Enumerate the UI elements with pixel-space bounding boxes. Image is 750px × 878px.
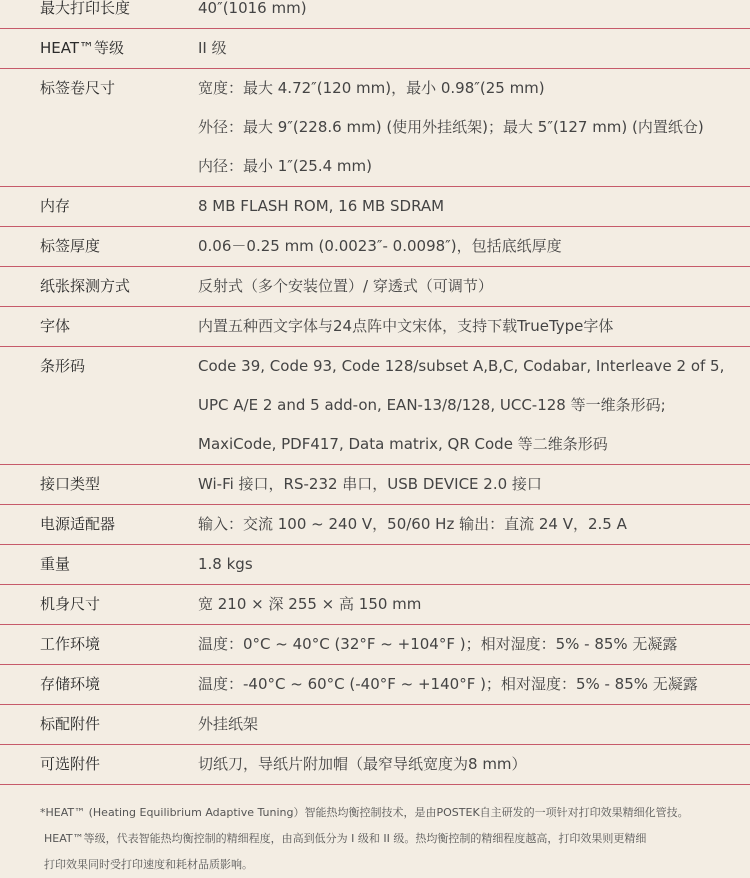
spec-value: 外挂纸架 xyxy=(198,715,259,733)
spec-label: 最大打印长度 xyxy=(40,0,131,17)
spec-value: 切纸刀，导纸片附加帽（最窄导纸宽度为8 mm） xyxy=(198,755,527,773)
spec-values xyxy=(198,267,750,306)
spec-value: 输入：交流 100 ~ 240 V，50/60 Hz 输出：直流 24 V，2.5 A xyxy=(198,515,627,533)
spec-row xyxy=(0,745,750,785)
spec-row xyxy=(0,705,750,745)
spec-row xyxy=(0,347,750,465)
spec-label: 内存 xyxy=(40,197,71,215)
spec-values xyxy=(198,347,750,464)
spec-label: 存储环境 xyxy=(40,675,101,693)
spec-values xyxy=(198,545,750,584)
footnote-line: *HEAT™ (Heating Equilibrium Adaptive Tuning）智能热均衡控制技术，是由POSTEK自主研发的一项针对打印效果精细化管技。 xyxy=(40,806,689,819)
spec-row xyxy=(0,0,750,29)
spec-label: 标签厚度 xyxy=(40,237,101,255)
spec-values xyxy=(198,465,750,504)
spec-values xyxy=(198,625,750,664)
spec-values xyxy=(198,705,750,744)
spec-label: 接口类型 xyxy=(40,475,101,493)
spec-values xyxy=(198,585,750,624)
spec-value: 温度：0°C ~ 40°C (32°F ~ +104°F )；相对湿度：5% - 85% 无凝露 xyxy=(198,635,678,653)
spec-label: 工作环境 xyxy=(40,635,101,653)
spec-label: 电源适配器 xyxy=(40,515,116,533)
spec-row xyxy=(0,625,750,665)
spec-row xyxy=(0,227,750,267)
spec-row xyxy=(0,545,750,585)
spec-value: 40″(1016 mm) xyxy=(198,0,307,17)
spec-values xyxy=(198,69,750,186)
spec-value: UPC A/E 2 and 5 add-on, EAN-13/8/128, UCC-128 等一维条形码; xyxy=(198,396,666,414)
spec-values xyxy=(198,307,750,346)
spec-label: 重量 xyxy=(40,555,71,573)
spec-label: 字体 xyxy=(40,317,71,335)
spec-row xyxy=(0,307,750,347)
spec-value: 外径：最大 9″(228.6 mm) (使用外挂纸架)；最大 5″(127 mm) (内置纸仓) xyxy=(198,118,704,136)
spec-row xyxy=(0,187,750,227)
spec-values xyxy=(198,505,750,544)
spec-row xyxy=(0,267,750,307)
spec-value: 0.06－0.25 mm (0.0023″- 0.0098″)，包括底纸厚度 xyxy=(198,237,562,255)
spec-label: 条形码 xyxy=(40,357,86,375)
spec-value: Code 39, Code 93, Code 128/subset A,B,C, Codabar, Interleave 2 of 5, xyxy=(198,357,725,375)
spec-values xyxy=(198,665,750,704)
spec-value: 内径：最小 1″(25.4 mm) xyxy=(198,157,373,175)
spec-label: 标配附件 xyxy=(40,715,101,733)
spec-label: HEAT™等级 xyxy=(40,39,125,57)
spec-row xyxy=(0,29,750,69)
spec-value: 温度：-40°C ~ 60°C (-40°F ~ +140°F )；相对湿度：5% - 85% 无凝露 xyxy=(198,675,698,693)
spec-value: 宽 210 × 深 255 × 高 150 mm xyxy=(198,595,422,613)
spec-row xyxy=(0,665,750,705)
spec-value: 1.8 kgs xyxy=(198,555,253,573)
spec-value: MaxiCode, PDF417, Data matrix, QR Code 等二维条形码 xyxy=(198,435,608,453)
spec-row xyxy=(0,505,750,545)
spec-value: II 级 xyxy=(198,39,227,57)
spec-label: 机身尺寸 xyxy=(40,595,101,613)
spec-row xyxy=(0,585,750,625)
spec-value: 宽度：最大 4.72″(120 mm)，最小 0.98″(25 mm) xyxy=(198,79,545,97)
spec-value: 反射式（多个安装位置）/ 穿透式（可调节） xyxy=(198,277,493,295)
spec-values xyxy=(198,29,750,68)
footnote-line: HEAT™等级，代表智能热均衡控制的精细程度，由高到低分为 I 级和 II 级。热均衡控制的精细程度越高，打印效果则更精细 xyxy=(44,832,647,845)
spec-value: Wi-Fi 接口，RS-232 串口，USB DEVICE 2.0 接口 xyxy=(198,475,542,493)
spec-values xyxy=(198,745,750,784)
spec-row xyxy=(0,465,750,505)
spec-values xyxy=(198,0,750,28)
footnote xyxy=(40,800,740,878)
spec-value: 内置五种西文字体与24点阵中文宋体，支持下载TrueType字体 xyxy=(198,317,614,335)
spec-values xyxy=(198,227,750,266)
footnote-line: 打印效果同时受打印速度和耗材品质影响。 xyxy=(44,858,253,871)
spec-label: 纸张探测方式 xyxy=(40,277,131,295)
spec-values xyxy=(198,187,750,226)
spec-row xyxy=(0,69,750,187)
spec-label: 可选附件 xyxy=(40,755,101,773)
spec-value: 8 MB FLASH ROM, 16 MB SDRAM xyxy=(198,197,445,215)
spec-label: 标签卷尺寸 xyxy=(40,79,116,97)
